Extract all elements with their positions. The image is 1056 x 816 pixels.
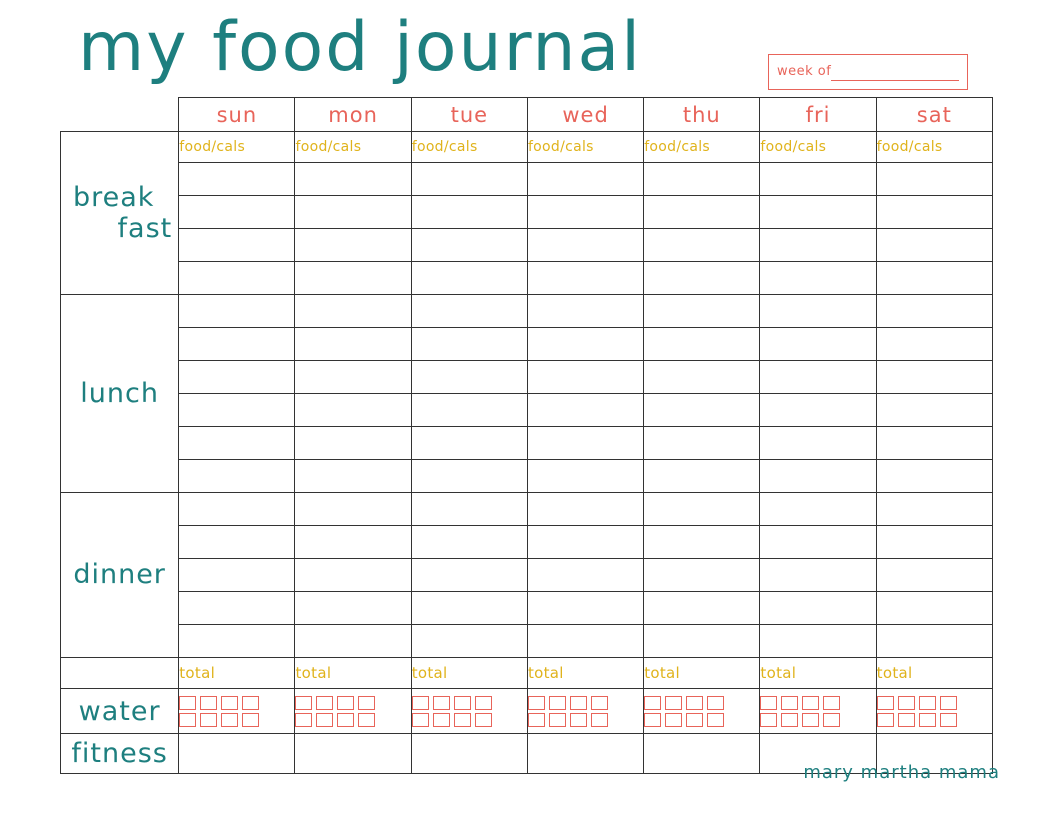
- water-checkbox[interactable]: [337, 696, 354, 710]
- entry-cell[interactable]: [760, 592, 876, 625]
- lunch-entry-row: [61, 295, 993, 328]
- breakfast-foodcals-thu: food/cals: [644, 132, 760, 163]
- total-row-label-spacer: [61, 658, 179, 689]
- entry-cell[interactable]: [527, 460, 643, 493]
- entry-cell[interactable]: [411, 460, 527, 493]
- day-header-wed: wed: [527, 98, 643, 132]
- entry-cell[interactable]: [876, 295, 992, 328]
- entry-cell[interactable]: [760, 427, 876, 460]
- entry-cell[interactable]: [179, 262, 295, 295]
- entry-cell[interactable]: [295, 361, 411, 394]
- water-checkbox[interactable]: [686, 696, 703, 710]
- entry-cell[interactable]: [760, 196, 876, 229]
- breakfast-foodcals-mon: food/cals: [295, 132, 411, 163]
- water-box-group: [528, 696, 643, 727]
- entry-cell[interactable]: [295, 394, 411, 427]
- water-checkbox[interactable]: [919, 713, 936, 727]
- water-checkbox[interactable]: [200, 713, 217, 727]
- water-box-group: [644, 696, 759, 727]
- water-checkbox[interactable]: [528, 696, 545, 710]
- entry-cell[interactable]: [876, 229, 992, 262]
- water-box-line: [877, 696, 992, 710]
- entry-cell[interactable]: [411, 493, 527, 526]
- water-checkbox[interactable]: [337, 713, 354, 727]
- entry-cell[interactable]: [295, 592, 411, 625]
- water-checkbox[interactable]: [221, 713, 238, 727]
- water-box-group: [412, 696, 527, 727]
- day-header-thu: thu: [644, 98, 760, 132]
- corner-cell: [61, 98, 179, 132]
- total-fri[interactable]: total: [760, 658, 876, 689]
- water-checkbox[interactable]: [686, 713, 703, 727]
- lunch-entry-row: [61, 328, 993, 361]
- water-checkbox[interactable]: [707, 696, 724, 710]
- entry-cell[interactable]: [179, 196, 295, 229]
- entry-cell[interactable]: [760, 262, 876, 295]
- entry-cell[interactable]: [644, 196, 760, 229]
- breakfast-entry-row: [61, 163, 993, 196]
- water-checkbox[interactable]: [358, 713, 375, 727]
- water-fri[interactable]: [760, 689, 876, 734]
- entry-cell[interactable]: [411, 394, 527, 427]
- water-box-line: [644, 696, 759, 710]
- entry-cell[interactable]: [876, 361, 992, 394]
- entry-cell[interactable]: [179, 361, 295, 394]
- water-checkbox[interactable]: [221, 696, 238, 710]
- water-checkbox[interactable]: [644, 713, 661, 727]
- total-sun[interactable]: total: [179, 658, 295, 689]
- entry-cell[interactable]: [179, 328, 295, 361]
- footer-credit: mary martha mama: [803, 762, 1000, 783]
- entry-cell[interactable]: [411, 295, 527, 328]
- meal-label-lunch: lunch: [61, 295, 179, 493]
- entry-cell[interactable]: [411, 262, 527, 295]
- water-checkbox[interactable]: [802, 713, 819, 727]
- total-tue[interactable]: total: [411, 658, 527, 689]
- entry-cell[interactable]: [411, 427, 527, 460]
- water-checkbox[interactable]: [242, 713, 259, 727]
- dinner-entry-row: [61, 526, 993, 559]
- entry-cell[interactable]: [411, 625, 527, 658]
- day-header-sun: sun: [179, 98, 295, 132]
- entry-cell[interactable]: [760, 526, 876, 559]
- lunch-entry-row: [61, 460, 993, 493]
- breakfast-entry-row: [61, 229, 993, 262]
- entry-cell[interactable]: [527, 229, 643, 262]
- water-checkbox[interactable]: [802, 696, 819, 710]
- water-checkbox[interactable]: [665, 713, 682, 727]
- entry-cell[interactable]: [295, 328, 411, 361]
- entry-cell[interactable]: [644, 427, 760, 460]
- entry-cell[interactable]: [644, 526, 760, 559]
- entry-cell[interactable]: [760, 328, 876, 361]
- entry-cell[interactable]: [527, 394, 643, 427]
- water-checkbox[interactable]: [570, 696, 587, 710]
- water-box-line: [877, 713, 992, 727]
- entry-cell[interactable]: [760, 625, 876, 658]
- water-checkbox[interactable]: [781, 696, 798, 710]
- breakfast-foodcals-wed: food/cals: [527, 132, 643, 163]
- entry-cell[interactable]: [876, 196, 992, 229]
- entry-cell[interactable]: [295, 262, 411, 295]
- water-checkbox[interactable]: [823, 696, 840, 710]
- breakfast-foodcals-tue: food/cals: [411, 132, 527, 163]
- water-box-line: [295, 696, 410, 710]
- total-sat[interactable]: total: [876, 658, 992, 689]
- water-mon[interactable]: [295, 689, 411, 734]
- water-checkbox[interactable]: [528, 713, 545, 727]
- water-box-line: [295, 713, 410, 727]
- water-checkbox[interactable]: [877, 713, 894, 727]
- entry-cell[interactable]: [179, 163, 295, 196]
- total-row: [61, 658, 993, 689]
- water-checkbox[interactable]: [781, 713, 798, 727]
- lunch-entry-row: [61, 427, 993, 460]
- page-title: my food journal: [78, 8, 643, 87]
- entry-cell[interactable]: [295, 163, 411, 196]
- entry-cell[interactable]: [179, 493, 295, 526]
- water-checkbox[interactable]: [549, 696, 566, 710]
- breakfast-foodcals-fri: food/cals: [760, 132, 876, 163]
- entry-cell[interactable]: [527, 493, 643, 526]
- fitness-label: fitness: [61, 734, 179, 774]
- entry-cell[interactable]: [876, 328, 992, 361]
- entry-cell[interactable]: [527, 163, 643, 196]
- water-box-line: [644, 713, 759, 727]
- water-checkbox[interactable]: [898, 696, 915, 710]
- water-sat[interactable]: [876, 689, 992, 734]
- entry-cell[interactable]: [644, 592, 760, 625]
- entry-cell[interactable]: [760, 559, 876, 592]
- water-label: water: [61, 689, 179, 734]
- dinner-entry-row: [61, 493, 993, 526]
- breakfast-foodcals-row: [61, 132, 993, 163]
- meal-label-breakfast: [61, 132, 179, 295]
- total-wed[interactable]: total: [527, 658, 643, 689]
- day-header-sat: sat: [876, 98, 992, 132]
- water-checkbox[interactable]: [295, 696, 312, 710]
- entry-cell[interactable]: [295, 526, 411, 559]
- water-checkbox[interactable]: [358, 696, 375, 710]
- entry-cell[interactable]: [295, 229, 411, 262]
- entry-cell[interactable]: [295, 427, 411, 460]
- entry-cell[interactable]: [760, 295, 876, 328]
- day-header-fri: fri: [760, 98, 876, 132]
- entry-cell[interactable]: [527, 526, 643, 559]
- water-checkbox[interactable]: [549, 713, 566, 727]
- entry-cell[interactable]: [644, 262, 760, 295]
- entry-cell[interactable]: [527, 625, 643, 658]
- entry-cell[interactable]: [644, 328, 760, 361]
- entry-cell[interactable]: [527, 592, 643, 625]
- meal-label-dinner: dinner: [61, 493, 179, 658]
- entry-cell[interactable]: [295, 295, 411, 328]
- water-checkbox[interactable]: [644, 696, 661, 710]
- total-thu[interactable]: total: [644, 658, 760, 689]
- week-of-writing-line: [831, 80, 959, 81]
- day-header-tue: tue: [411, 98, 527, 132]
- entry-cell[interactable]: [644, 394, 760, 427]
- entry-cell[interactable]: [179, 559, 295, 592]
- water-box-group: [179, 696, 294, 727]
- water-checkbox[interactable]: [940, 713, 957, 727]
- breakfast-foodcals-sat: food/cals: [876, 132, 992, 163]
- water-box-line: [179, 713, 294, 727]
- water-box-line: [528, 713, 643, 727]
- entry-cell[interactable]: [876, 526, 992, 559]
- water-checkbox[interactable]: [898, 713, 915, 727]
- entry-cell[interactable]: [411, 592, 527, 625]
- week-of-label: week of: [777, 64, 832, 79]
- entry-cell[interactable]: [760, 229, 876, 262]
- water-checkbox[interactable]: [940, 696, 957, 710]
- entry-cell[interactable]: [179, 592, 295, 625]
- entry-cell[interactable]: [179, 460, 295, 493]
- breakfast-foodcals-sun: food/cals: [179, 132, 295, 163]
- entry-cell[interactable]: [527, 328, 643, 361]
- water-checkbox[interactable]: [475, 713, 492, 727]
- entry-cell[interactable]: [876, 592, 992, 625]
- entry-cell[interactable]: [411, 163, 527, 196]
- dinner-entry-row: [61, 625, 993, 658]
- entry-cell[interactable]: [760, 394, 876, 427]
- entry-cell[interactable]: [644, 493, 760, 526]
- entry-cell[interactable]: [876, 559, 992, 592]
- entry-cell[interactable]: [760, 493, 876, 526]
- water-checkbox[interactable]: [200, 696, 217, 710]
- entry-cell[interactable]: [179, 394, 295, 427]
- entry-cell[interactable]: [527, 361, 643, 394]
- water-checkbox[interactable]: [591, 696, 608, 710]
- entry-cell[interactable]: [527, 262, 643, 295]
- water-tue[interactable]: [411, 689, 527, 734]
- water-checkbox[interactable]: [316, 713, 333, 727]
- meal-label-breakfast-line2: fast: [117, 213, 173, 244]
- water-checkbox[interactable]: [295, 713, 312, 727]
- entry-cell[interactable]: [644, 295, 760, 328]
- entry-cell[interactable]: [295, 493, 411, 526]
- water-box-line: [412, 713, 527, 727]
- water-row: [61, 689, 993, 734]
- water-checkbox[interactable]: [454, 713, 471, 727]
- water-checkbox[interactable]: [919, 696, 936, 710]
- water-checkbox[interactable]: [454, 696, 471, 710]
- entry-cell[interactable]: [644, 229, 760, 262]
- water-checkbox[interactable]: [242, 696, 259, 710]
- water-checkbox[interactable]: [475, 696, 492, 710]
- title-area: [0, 8, 1056, 92]
- entry-cell[interactable]: [179, 526, 295, 559]
- water-box-group: [760, 696, 875, 727]
- entry-cell[interactable]: [644, 625, 760, 658]
- total-mon[interactable]: total: [295, 658, 411, 689]
- water-thu[interactable]: [644, 689, 760, 734]
- entry-cell[interactable]: [527, 196, 643, 229]
- water-checkbox[interactable]: [877, 696, 894, 710]
- entry-cell[interactable]: [295, 460, 411, 493]
- entry-cell[interactable]: [411, 559, 527, 592]
- entry-cell[interactable]: [179, 625, 295, 658]
- entry-cell[interactable]: [876, 163, 992, 196]
- water-box-line: [412, 696, 527, 710]
- water-checkbox[interactable]: [412, 713, 429, 727]
- entry-cell[interactable]: [411, 196, 527, 229]
- water-checkbox[interactable]: [760, 696, 777, 710]
- breakfast-entry-row: [61, 262, 993, 295]
- lunch-entry-row: [61, 394, 993, 427]
- entry-cell[interactable]: [527, 295, 643, 328]
- entry-cell[interactable]: [876, 493, 992, 526]
- entry-cell[interactable]: [644, 361, 760, 394]
- entry-cell[interactable]: [295, 196, 411, 229]
- water-checkbox[interactable]: [570, 713, 587, 727]
- entry-cell[interactable]: [876, 625, 992, 658]
- water-box-line: [760, 696, 875, 710]
- entry-cell[interactable]: [760, 460, 876, 493]
- water-box-line: [760, 713, 875, 727]
- lunch-entry-row: [61, 361, 993, 394]
- entry-cell[interactable]: [644, 163, 760, 196]
- dinner-entry-row: [61, 592, 993, 625]
- entry-cell[interactable]: [411, 328, 527, 361]
- entry-cell[interactable]: [295, 625, 411, 658]
- water-checkbox[interactable]: [433, 713, 450, 727]
- day-header-mon: mon: [295, 98, 411, 132]
- day-header-row: [61, 98, 993, 132]
- water-checkbox[interactable]: [433, 696, 450, 710]
- water-checkbox[interactable]: [179, 696, 196, 710]
- entry-cell[interactable]: [527, 559, 643, 592]
- water-checkbox[interactable]: [179, 713, 196, 727]
- water-box-line: [179, 696, 294, 710]
- entry-cell[interactable]: [760, 361, 876, 394]
- water-checkbox[interactable]: [591, 713, 608, 727]
- water-checkbox[interactable]: [316, 696, 333, 710]
- entry-cell[interactable]: [411, 361, 527, 394]
- dinner-entry-row: [61, 559, 993, 592]
- entry-cell[interactable]: [411, 526, 527, 559]
- entry-cell[interactable]: [179, 427, 295, 460]
- breakfast-entry-row: [61, 196, 993, 229]
- entry-cell[interactable]: [644, 460, 760, 493]
- entry-cell[interactable]: [644, 559, 760, 592]
- entry-cell[interactable]: [876, 460, 992, 493]
- water-sun[interactable]: [179, 689, 295, 734]
- entry-cell[interactable]: [295, 559, 411, 592]
- journal-grid: [60, 97, 993, 774]
- entry-cell[interactable]: [760, 163, 876, 196]
- water-box-group: [295, 696, 410, 727]
- entry-cell[interactable]: [876, 394, 992, 427]
- water-checkbox[interactable]: [760, 713, 777, 727]
- entry-cell[interactable]: [876, 262, 992, 295]
- water-checkbox[interactable]: [823, 713, 840, 727]
- entry-cell[interactable]: [411, 229, 527, 262]
- entry-cell[interactable]: [179, 295, 295, 328]
- entry-cell[interactable]: [179, 229, 295, 262]
- week-of-box[interactable]: [768, 54, 968, 90]
- water-wed[interactable]: [527, 689, 643, 734]
- water-checkbox[interactable]: [412, 696, 429, 710]
- meal-label-breakfast-line1: break: [73, 181, 155, 213]
- water-box-line: [528, 696, 643, 710]
- water-box-group: [877, 696, 992, 727]
- entry-cell[interactable]: [876, 427, 992, 460]
- entry-cell[interactable]: [527, 427, 643, 460]
- water-checkbox[interactable]: [665, 696, 682, 710]
- water-checkbox[interactable]: [707, 713, 724, 727]
